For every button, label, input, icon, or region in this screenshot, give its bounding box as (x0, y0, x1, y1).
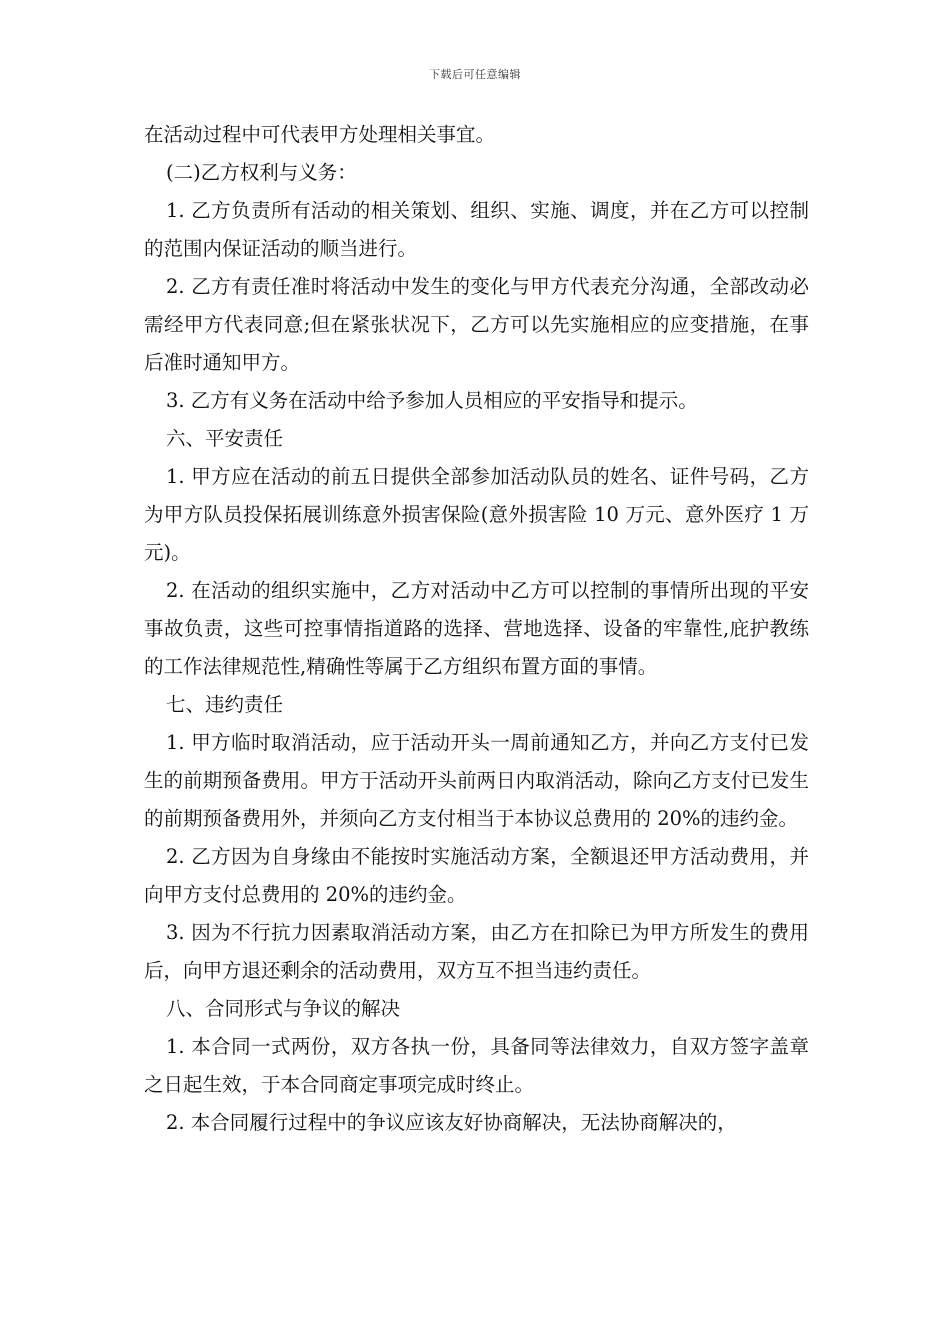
paragraph: 2. 在活动的组织实施中，乙方对活动中乙方可以控制的事情所出现的平安事故负责，这些可控事情指道路的选择、营地选择、设备的牢靠性,庇护教练的工作法律规范性,精确性等属于乙方组织布置方面的事情。 (144, 579, 809, 678)
document-body (144, 116, 809, 1142)
section-heading: 六、平安责任 (166, 427, 284, 450)
section-heading: (二)乙方权利与义务： (166, 161, 357, 184)
section-heading: 七、违约责任 (166, 693, 284, 716)
paragraph: 3. 乙方有义务在活动中给予参加人员相应的平安指导和提示。 (166, 389, 698, 412)
paragraph: 2. 乙方有责任准时将活动中发生的变化与甲方代表充分沟通，全部改动必需经甲方代表同意;但在紧张状况下，乙方可以先实施相应的应变措施，在事后准时通知甲方。 (144, 275, 809, 374)
paragraph: 1. 甲方应在活动的前五日提供全部参加活动队员的姓名、证件号码，乙方为甲方队员投保拓展训练意外损害保险(意外损害险 10 万元、意外医疗 1 万元)。 (144, 465, 809, 564)
paragraph: 1. 乙方负责所有活动的相关策划、组织、实施、调度，并在乙方可以控制的范围内保证活动的顺当进行。 (144, 199, 809, 260)
page-header-note: 下载后可任意编辑 (429, 68, 521, 81)
paragraph: 1. 本合同一式两份，双方各执一份，具备同等法律效力，自双方签字盖章之日起生效，于本合同商定事项完成时终止。 (144, 1035, 809, 1096)
paragraph: 2. 乙方因为自身缘由不能按时实施活动方案，全额退还甲方活动费用，并向甲方支付总费用的 20%的违约金。 (144, 845, 809, 906)
paragraph: 1. 甲方临时取消活动，应于活动开头一周前通知乙方，并向乙方支付已发生的前期预备费用。甲方于活动开头前两日内取消活动，除向乙方支付已发生的前期预备费用外，并须向乙方支付相当于本协议总费用的 20%的违约金。 (144, 731, 809, 830)
paragraph: 在活动过程中可代表甲方处理相关事宜。 (144, 123, 496, 146)
section-heading: 八、合同形式与争议的解决 (166, 997, 401, 1020)
paragraph: 2. 本合同履行过程中的争议应该友好协商解决，无法协商解决的， (166, 1111, 737, 1134)
paragraph: 3. 因为不行抗力因素取消活动方案，由乙方在扣除已为甲方所发生的费用后，向甲方退还剩余的活动费用，双方互不担当违约责任。 (144, 921, 809, 982)
